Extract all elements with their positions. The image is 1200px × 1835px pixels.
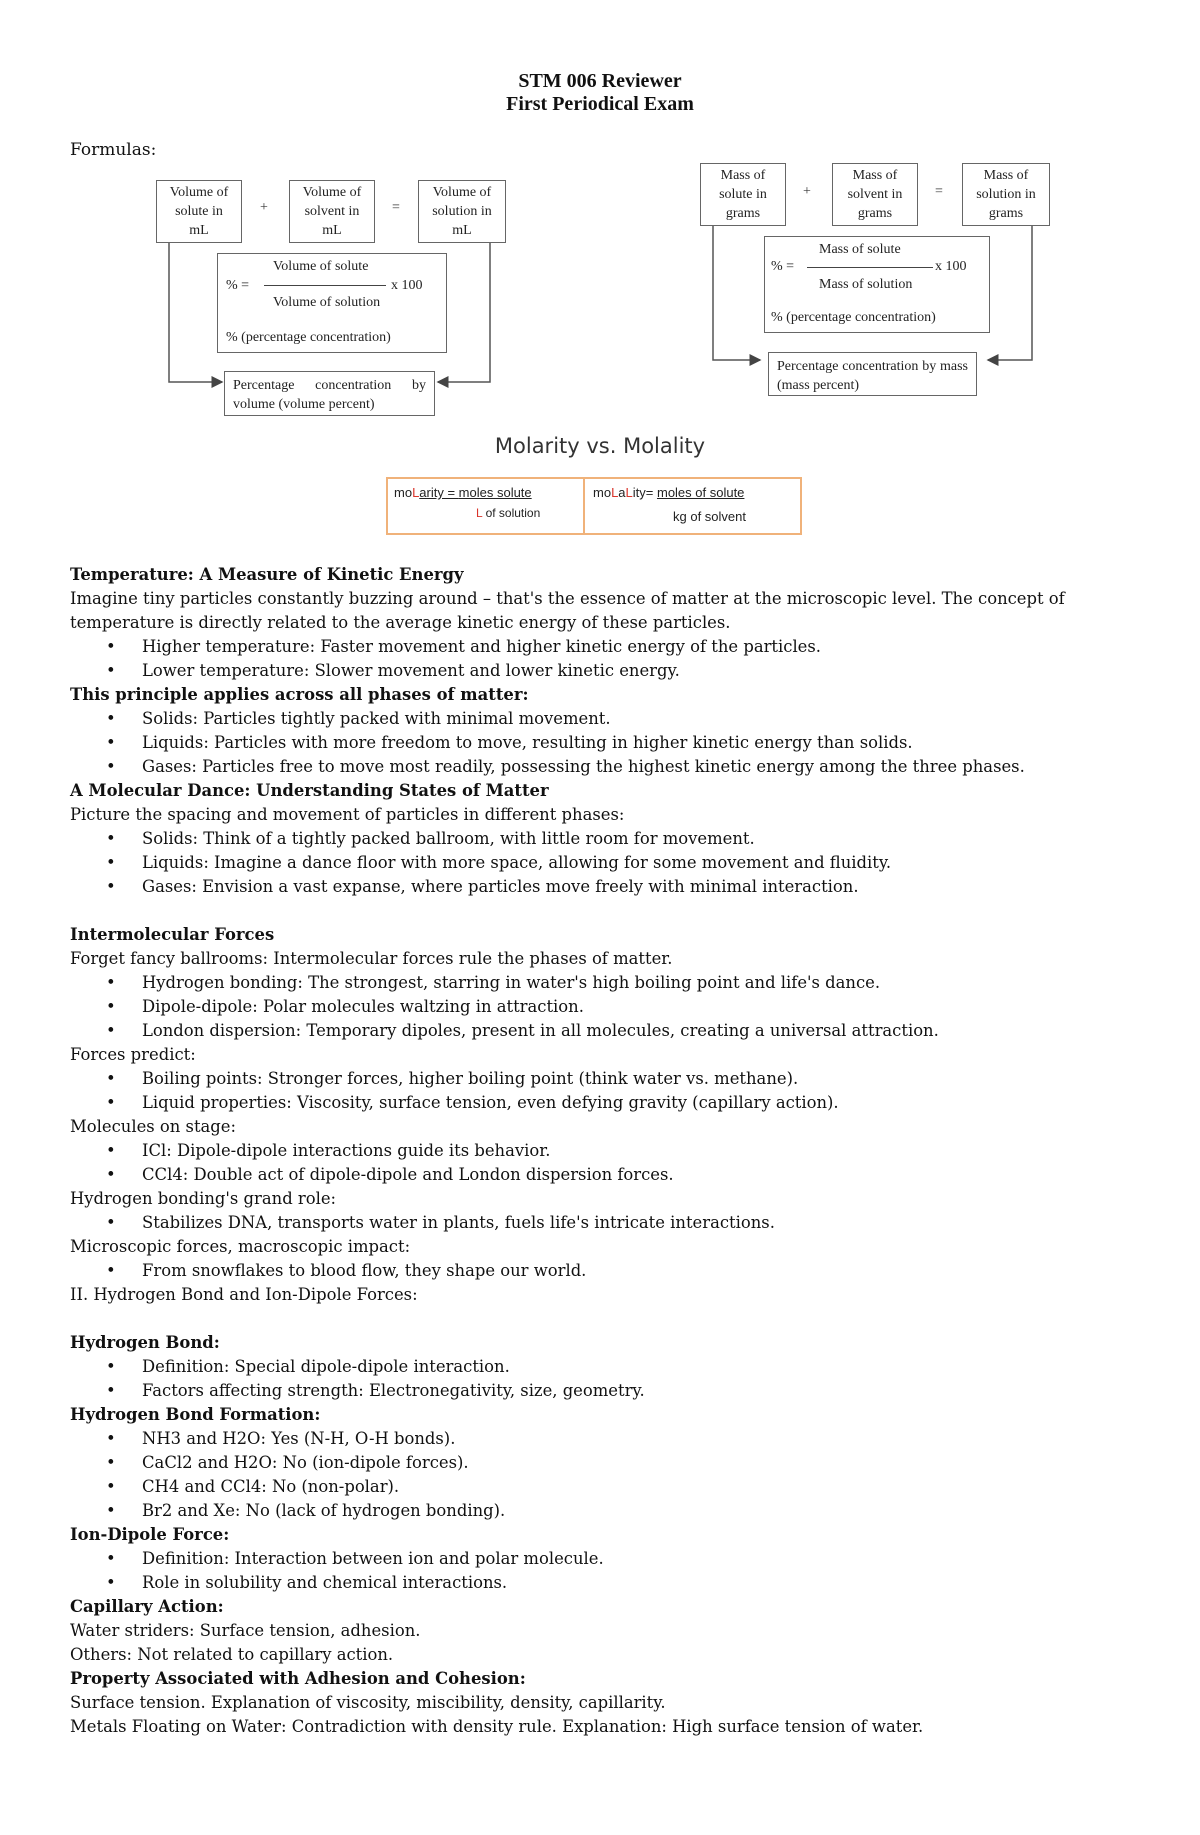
stage-paragraph: Molecules on stage: <box>70 1117 237 1136</box>
list-item: • Lower temperature: Slower movement and lower kinetic energy. <box>142 659 1130 683</box>
mass-left-arrow <box>713 226 760 360</box>
hb-formation-heading: Hydrogen Bond Formation: <box>70 1405 321 1424</box>
volume-denominator: Volume of solution <box>273 295 381 310</box>
doc-subtitle: First Periodical Exam <box>506 93 694 115</box>
volume-result-box: Percentage concentration by volume (volume percent) <box>224 371 435 416</box>
list-item: • Role in solubility and chemical interactions. <box>142 1571 1130 1595</box>
list-item: • NH3 and H2O: Yes (N-H, O-H bonds). <box>142 1427 1130 1451</box>
list-item: • Stabilizes DNA, transports water in plants, fuels life's intricate interactions. <box>142 1211 1130 1235</box>
predict-list <box>70 1067 1130 1115</box>
capillary-heading: Capillary Action: <box>70 1597 224 1616</box>
principle-heading: This principle applies across all phases of matter: <box>70 685 529 704</box>
micro-list <box>70 1259 1130 1283</box>
dance-paragraph: Picture the spacing and movement of particles in different phases: <box>70 805 625 824</box>
mass-times: x 100 <box>935 259 967 274</box>
mass-solvent-box: Mass of solvent in grams <box>832 163 918 226</box>
capillary-line: Water striders: Surface tension, adhesion. <box>70 1621 421 1640</box>
imf-heading: Intermolecular Forces <box>70 925 275 944</box>
mass-solute-box: Mass of solute in grams <box>700 163 786 226</box>
list-item: • Hydrogen bonding: The strongest, starring in water's high boiling point and life's dance. <box>142 971 1130 995</box>
mass-formula-box <box>764 236 990 333</box>
volume-pct-sign: % = <box>226 278 250 293</box>
list-item: • CH4 and CCl4: No (non-polar). <box>142 1475 1130 1499</box>
volume-fraction-bar <box>264 285 386 286</box>
list-item: • CCl4: Double act of dipole-dipole and London dispersion forces. <box>142 1163 1130 1187</box>
list-item: • Br2 and Xe: No (lack of hydrogen bonding). <box>142 1499 1130 1523</box>
volume-numerator: Volume of solute <box>273 259 369 274</box>
list-item: • Dipole-dipole: Polar molecules waltzing in attraction. <box>142 995 1130 1019</box>
volume-plus-sign: + <box>260 200 268 215</box>
reviewer-body <box>70 563 1130 1739</box>
temperature-list <box>70 635 1130 683</box>
list-item: • From snowflakes to blood flow, they shape our world. <box>142 1259 1130 1283</box>
list-item: • CaCl2 and H2O: No (ion-dipole forces). <box>142 1451 1130 1475</box>
ion-dipole-heading: Ion-Dipole Force: <box>70 1525 230 1544</box>
mass-equals-sign: = <box>935 184 943 199</box>
list-item: • Boiling points: Stronger forces, higher boiling point (think water vs. methane). <box>142 1067 1130 1091</box>
molarity-title: Molarity vs. Molality <box>494 434 706 458</box>
dance-list <box>70 827 1130 899</box>
property-heading: Property Associated with Adhesion and Cohesion: <box>70 1669 526 1688</box>
list-item: • ICl: Dipole-dipole interactions guide its behavior. <box>142 1139 1130 1163</box>
mass-result-box: Percentage concentration by mass (mass percent) <box>768 352 977 396</box>
hydrogen-bond-heading: Hydrogen Bond: <box>70 1333 220 1352</box>
list-item: • Liquid properties: Viscosity, surface tension, even defying gravity (capillary action). <box>142 1091 1130 1115</box>
molarity-molality-table <box>386 477 802 535</box>
volume-times: x 100 <box>391 278 423 293</box>
grand-list <box>70 1211 1130 1235</box>
dance-heading: A Molecular Dance: Understanding States of Matter <box>70 781 549 800</box>
list-item: • Solids: Particles tightly packed with minimal movement. <box>142 707 1130 731</box>
molality-cell: moLaLity= moles of solute kg of solvent <box>593 485 746 524</box>
imf-paragraph: Forget fancy ballrooms: Intermolecular forces rule the phases of matter. <box>70 949 673 968</box>
list-item: • London dispersion: Temporary dipoles, present in all molecules, creating a universal attraction. <box>142 1019 1130 1043</box>
volume-formula-box <box>217 253 447 353</box>
mass-pct-sign: % = <box>771 259 795 274</box>
volume-solute-box: Volume of solute in mL <box>156 180 242 243</box>
mass-pct-note: % (percentage concentration) <box>771 310 936 325</box>
formula-connector-arrows <box>0 0 1200 560</box>
hb-formation-list <box>70 1427 1130 1523</box>
temperature-paragraph: Imagine tiny particles constantly buzzing around – that's the essence of matter at the microscopic level. The concept of temperature is directly related to the average kinetic energy of these particles. <box>70 589 1065 632</box>
list-item: • Gases: Envision a vast expanse, where particles move freely with minimal interaction. <box>142 875 1130 899</box>
imf-list <box>70 971 1130 1043</box>
volume-pct-note: % (percentage concentration) <box>226 330 391 345</box>
list-item: • Liquids: Particles with more freedom to move, resulting in higher kinetic energy than solids. <box>142 731 1130 755</box>
property-line: Surface tension. Explanation of viscosity, miscibility, density, capillarity. <box>70 1693 666 1712</box>
list-item: • Definition: Special dipole-dipole interaction. <box>142 1355 1130 1379</box>
principle-list <box>70 707 1130 779</box>
doc-title: STM 006 Reviewer <box>518 70 682 92</box>
volume-solution-box: Volume of solution in mL <box>418 180 506 243</box>
mass-solution-box: Mass of solution in grams <box>962 163 1050 226</box>
temperature-heading: Temperature: A Measure of Kinetic Energy <box>70 565 464 584</box>
list-item: • Solids: Think of a tightly packed ballroom, with little room for movement. <box>142 827 1130 851</box>
list-item: • Liquids: Imagine a dance floor with more space, allowing for some movement and fluidity. <box>142 851 1130 875</box>
capillary-line: Others: Not related to capillary action. <box>70 1645 394 1664</box>
section2-heading: II. Hydrogen Bond and Ion-Dipole Forces: <box>70 1285 418 1304</box>
list-item: • Definition: Interaction between ion and polar molecule. <box>142 1547 1130 1571</box>
mass-plus-sign: + <box>803 184 811 199</box>
volume-left-arrow <box>169 243 222 382</box>
list-item: • Factors affecting strength: Electronegativity, size, geometry. <box>142 1379 1130 1403</box>
grand-paragraph: Hydrogen bonding's grand role: <box>70 1189 337 1208</box>
mass-fraction-bar <box>807 267 933 268</box>
list-item: • Gases: Particles free to move most readily, possessing the highest kinetic energy among the three phases. <box>142 755 1130 779</box>
formulas-label: Formulas: <box>70 140 157 160</box>
list-item: • Higher temperature: Faster movement and higher kinetic energy of the particles. <box>142 635 1130 659</box>
mass-denominator: Mass of solution <box>819 277 913 292</box>
mass-numerator: Mass of solute <box>819 242 901 257</box>
micro-paragraph: Microscopic forces, macroscopic impact: <box>70 1237 411 1256</box>
ion-dipole-list <box>70 1547 1130 1595</box>
molarity-cell: moLarity = moles solute L of solution <box>388 479 585 533</box>
stage-list <box>70 1139 1130 1187</box>
predict-paragraph: Forces predict: <box>70 1045 196 1064</box>
hydrogen-bond-list <box>70 1355 1130 1403</box>
mass-right-arrow <box>988 226 1032 360</box>
volume-solvent-box: Volume of solvent in mL <box>289 180 375 243</box>
volume-equals-sign: = <box>392 200 400 215</box>
property-line: Metals Floating on Water: Contradiction with density rule. Explanation: High surface tension of water. <box>70 1717 924 1736</box>
